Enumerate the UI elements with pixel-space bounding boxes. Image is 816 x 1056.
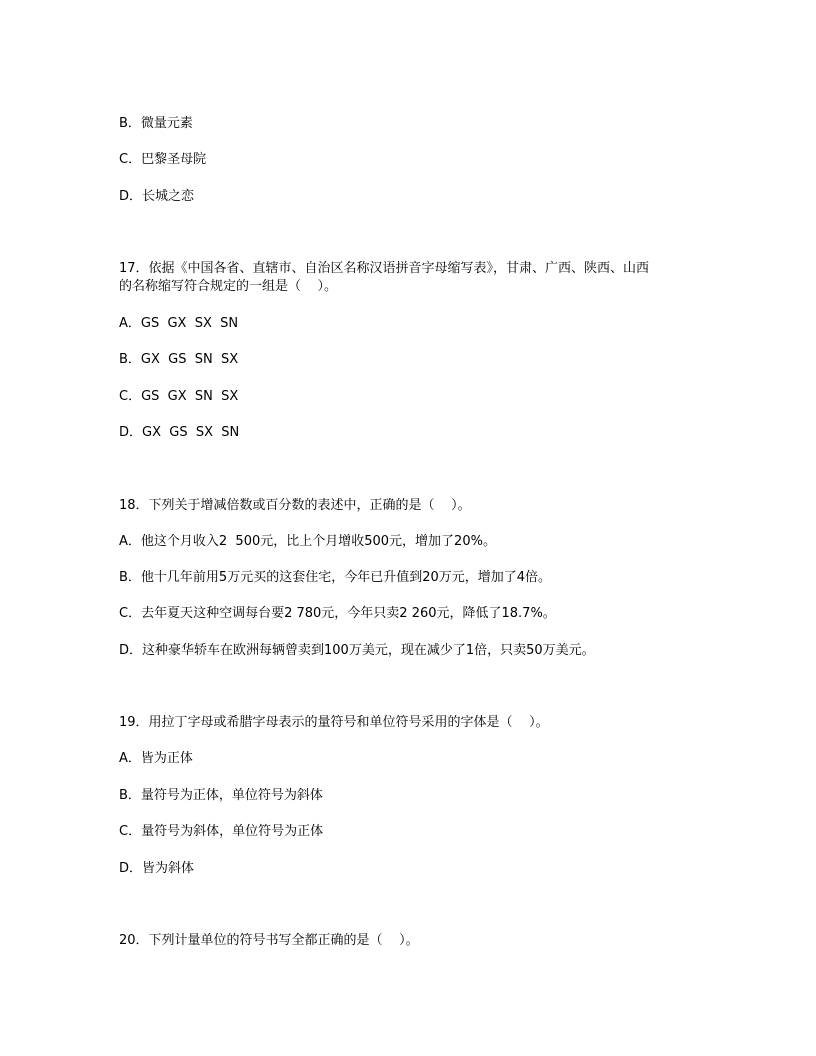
q19-option-b: B．量符号为正体，单位符号为斜体 [119,788,323,803]
q17-option-a: A．GS GX SX SN [119,316,239,331]
q16-option-d: D．长城之恋 [119,189,195,204]
q18-stem: 18．下列关于增减倍数或百分数的表述中，正确的是（ ）。 [119,498,471,513]
q16-option-c: C．巴黎圣母院 [119,152,207,167]
q17-stem-line2: 的名称缩写符合规定的一组是（ ）。 [119,279,338,294]
q16-option-b: B．微量元素 [119,116,193,131]
q18-option-c: C．去年夏天这种空调每台要2 780元，今年只卖2 260元，降低了18.7%。 [119,606,556,621]
q17-option-c: C．GS GX SN SX [119,389,239,404]
q19-stem: 19．用拉丁字母或希腊字母表示的量符号和单位符号采用的字体是（ ）。 [119,715,549,730]
q18-option-a: A．他这个月收入2 500元，比上个月增收500元，增加了20%。 [119,534,496,549]
q17-option-b: B．GX GS SN SX [119,352,239,367]
q17-stem-line1: 17．依据《中国各省、直辖市、自治区名称汉语拼音字母缩写表》，甘肃、广西、陕西、山西 [119,261,650,276]
q18-option-b: B．他十几年前用5万元买的这套住宅，今年已升值到20万元，增加了4倍。 [119,570,552,585]
q19-option-a: A．皆为正体 [119,751,193,766]
q17-option-d: D．GX GS SX SN [119,425,240,440]
q20-stem: 20．下列计量单位的符号书写全都正确的是（ ）。 [119,933,419,948]
q18-option-d: D．这种豪华轿车在欧洲每辆曾卖到100万美元，现在减少了1倍，只卖50万美元。 [119,643,595,658]
q19-option-c: C．量符号为斜体，单位符号为正体 [119,824,324,839]
q19-option-d: D．皆为斜体 [119,861,195,876]
